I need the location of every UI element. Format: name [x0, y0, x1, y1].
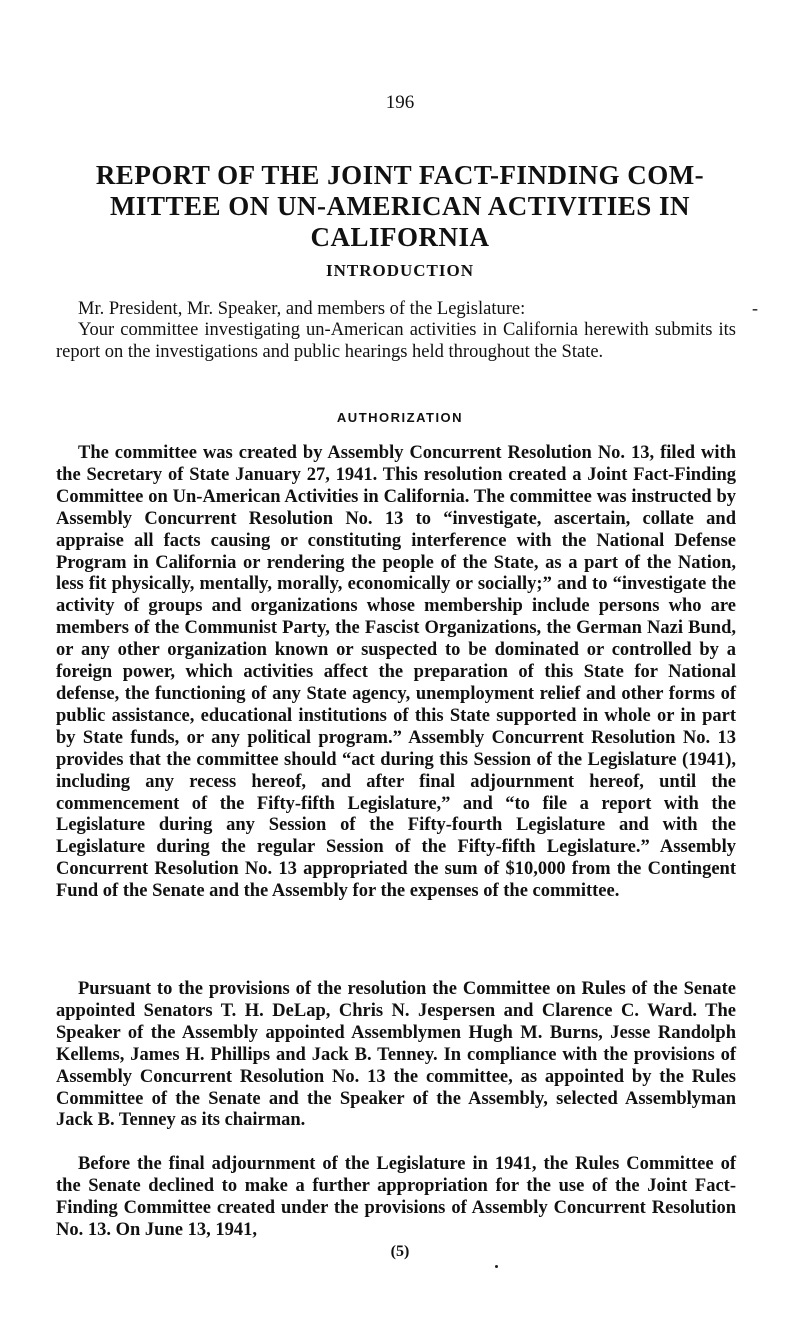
introduction-heading: INTRODUCTION [325, 261, 475, 280]
page-number: 196 [385, 92, 415, 113]
footer-page-number: (5) [390, 1243, 410, 1260]
report-title: REPORT OF THE JOINT FACT-FINDING COM-MITTEE ON UN-AMERICAN ACTIVITIES IN CALIFORNIA [95, 160, 705, 252]
paragraph-appointments: Pursuant to the provisions of the resolution the Committee on Rules of the Senate appointed Senators T. H. DeLap, Chris N. Jespersen and Clarence C. Ward. The Speaker of the Assembly appointed Assemblymen Hugh M. Burns, Jesse Randolph Kellems, James H. Phillips and Jack B. Tenney. In compliance with the provisions of Assembly Concurrent Resolution No. 13 the committee, as appointed by the Rules Committee of the Senate and the Speaker of the Assembly, selected Assemblyman Jack B. Tenney as its chairman. [56, 979, 736, 1131]
margin-mark: - [752, 298, 758, 318]
intro-paragraph: Your committee investigating un-American activities in California herewith submits its report on the investigations and public hearings held throughout the State. [56, 320, 736, 362]
paragraph-adjournment: Before the final adjournment of the Legislature in 1941, the Rules Committee of the Senate declined to make a further appropriation for the use of the Joint Fact-Finding Committee created under the provisions of Assembly Concurrent Resolution No. 13. On June 13, 1941, [56, 1154, 736, 1240]
paragraph-creation: The committee was created by Assembly Concurrent Resolution No. 13, filed with the Secretary of State January 27, 1941. This resolution created a Joint Fact-Finding Committee on Un-American Activities in California. The committee was instructed by Assembly Concurrent Resolution No. 13 to “investigate, ascertain, collate and appraise all facts causing or constituting interference with the National Defense Program in California or rendering the people of the State, as a part of the Nation, less fit physically, mentally, morally, economically or socially;” and to “investigate the activity of groups and organizations whose membership include persons who are members of the Communist Party, the Fascist Organizations, the German Nazi Bund, or any other organization known or suspected to be dominated or controlled by a foreign power, which activities affect the preparation of this State for National defense, the functioning of any State agency, unemployment relief and other forms of public assistance, educational institutions of this State supported in whole or in part by State funds, or any political program.” Assembly Concurrent Resolution No. 13 provides that the committee should “act during this Session of the Legislature (1941), including any recess hereof, and after final adjournment hereof, until the commencement of the Fifty-fifth Legislature,” and “to file a report with the Legislature during any Session of the Fifty-fourth Legislature and with the Legislature during the regular Session of the Fifty-fifth Legislature.” Assembly Concurrent Resolution No. 13 appropriated the sum of $10,000 from the Contingent Fund of the Senate and the Assembly for the expenses of the committee. [56, 443, 736, 902]
authorization-heading: AUTHORIZATION [336, 410, 464, 425]
salutation: Mr. President, Mr. Speaker, and members of the Legislature: [78, 299, 526, 319]
scan-speck [495, 1265, 498, 1268]
